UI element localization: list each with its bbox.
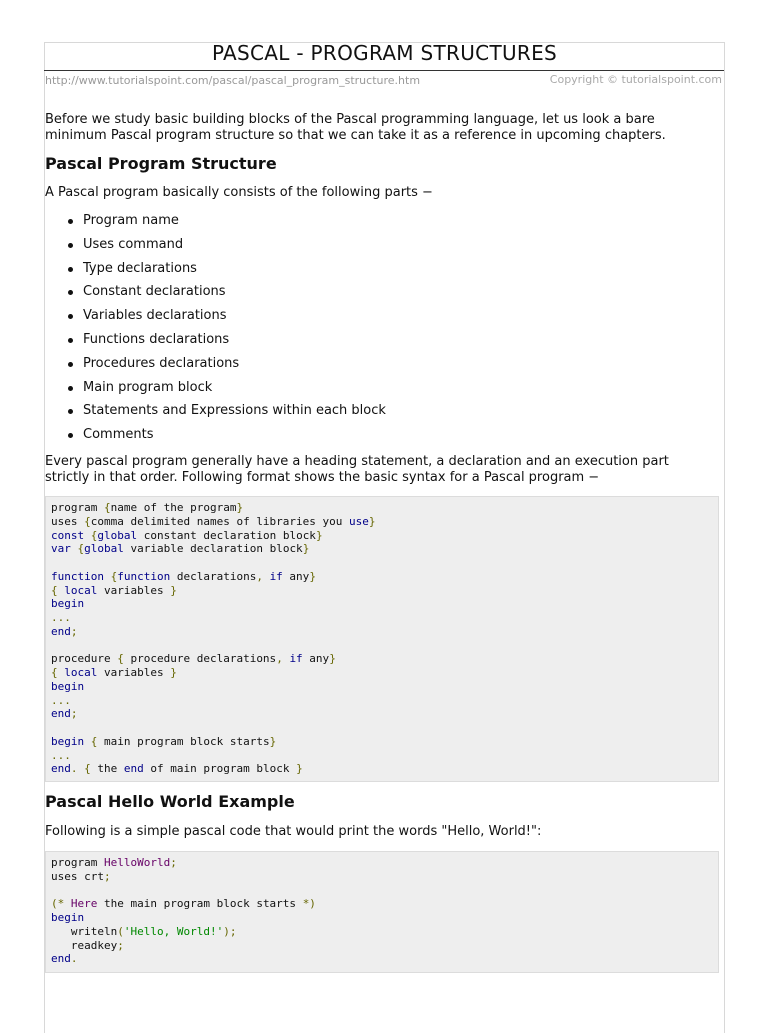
code-token: local	[64, 666, 98, 679]
code-token: end	[51, 762, 71, 776]
list-item-label: Main program block	[83, 379, 213, 395]
code-token: {	[117, 652, 131, 666]
code-token: }	[236, 501, 244, 514]
code-token: {	[90, 528, 98, 542]
code-token: *)	[302, 897, 316, 911]
list-item-label: Type declarations	[83, 260, 197, 276]
code-token: uses crt	[51, 869, 104, 883]
code-token: const	[51, 528, 91, 542]
code-token: if	[289, 652, 303, 666]
hello-world-lead: Following is a simple pascal code that would print the words "Hello, World!":	[45, 824, 542, 839]
code-block-hello-world[interactable]	[45, 851, 719, 973]
code-line	[51, 501, 713, 515]
bullet-icon	[68, 386, 73, 391]
code-token: {	[84, 762, 98, 776]
code-line	[51, 749, 713, 763]
syntax-paragraph: Every pascal program generally have a heading statement, a declaration and an execution part strictly in that order. Following format shows the basic syntax for a Pascal program −	[45, 454, 669, 485]
code-block-syntax[interactable]	[45, 496, 719, 782]
code-token: of main program block	[143, 762, 297, 776]
code-token: writeln	[51, 924, 118, 938]
code-line	[51, 680, 713, 694]
code-token: }	[329, 652, 336, 666]
code-line	[51, 570, 713, 584]
list-item-label: Program name	[83, 213, 179, 228]
code-line	[51, 652, 713, 666]
code-token: ;	[70, 624, 78, 638]
code-line	[51, 721, 713, 735]
code-token: function	[51, 569, 111, 583]
code-line	[51, 584, 713, 598]
code-token: use	[349, 514, 369, 528]
page-title: PASCAL - PROGRAM STRUCTURES	[211, 41, 558, 65]
bullet-icon	[68, 433, 73, 438]
code-line	[51, 762, 713, 776]
code-token: variables	[97, 666, 171, 679]
list-item	[45, 426, 386, 450]
list-item-label: Procedures declarations	[83, 355, 240, 371]
code-line	[51, 639, 713, 653]
source-url: http://www.tutorialspoint.com/pascal/pascal_program_structure.htm	[45, 74, 421, 87]
code-token: ...	[51, 611, 71, 624]
code-line	[51, 666, 713, 680]
code-token: }	[302, 542, 310, 556]
list-item	[45, 260, 386, 284]
list-item-label: Comments	[83, 427, 154, 443]
code-token: ...	[51, 693, 71, 707]
code-token: local	[64, 583, 98, 597]
list-item-label: Statements and Expressions within each block	[83, 403, 386, 419]
code-token: (	[117, 924, 124, 938]
code-token: global	[97, 528, 138, 542]
code-line	[51, 694, 713, 708]
code-line	[51, 515, 713, 529]
code-token: function	[117, 569, 171, 583]
code-token: }	[170, 583, 177, 597]
code-token: .	[70, 762, 78, 776]
code-token: procedure declarations	[130, 652, 277, 666]
list-item	[45, 283, 386, 307]
code-token: );	[223, 924, 237, 938]
bullet-icon	[68, 409, 73, 414]
code-token: }	[269, 734, 277, 748]
code-line	[51, 597, 713, 611]
code-line	[51, 925, 713, 939]
bullet-icon	[68, 267, 73, 272]
code-token: end	[51, 624, 71, 638]
code-token: begin	[51, 679, 85, 693]
code-line	[51, 611, 713, 625]
code-token: var	[51, 542, 78, 556]
code-token: begin	[51, 911, 85, 924]
code-token: ;	[170, 856, 177, 869]
list-item	[45, 379, 386, 403]
bullet-icon	[68, 314, 73, 319]
code-token: procedure	[51, 652, 118, 666]
code-token: {	[51, 583, 65, 597]
copyright-notice: Copyright © tutorialspoint.com	[549, 73, 722, 86]
bullet-icon	[68, 338, 73, 343]
code-token: declarations	[170, 569, 257, 583]
code-token: program	[51, 501, 104, 514]
list-item	[45, 212, 386, 236]
bullet-icon	[68, 243, 73, 248]
list-item-label: Uses command	[83, 236, 184, 252]
code-line	[51, 735, 713, 749]
code-line	[51, 911, 713, 925]
code-token: any	[282, 569, 310, 583]
code-token: begin	[51, 734, 91, 748]
code-line	[51, 870, 713, 884]
code-token: ;	[70, 707, 78, 721]
code-token: variables	[97, 583, 171, 597]
bullet-icon	[68, 290, 73, 295]
code-token: }	[368, 514, 376, 528]
code-token: Here	[70, 897, 98, 911]
code-token: name of the program	[110, 501, 237, 514]
parts-list	[45, 212, 386, 450]
code-token: the	[97, 762, 124, 776]
code-token: end	[123, 762, 144, 776]
list-item-label: Variables declarations	[83, 308, 227, 324]
code-token: any	[302, 652, 330, 666]
list-item	[45, 307, 386, 331]
code-line	[51, 897, 713, 911]
bullet-icon	[68, 219, 73, 224]
code-token: }	[315, 528, 323, 542]
bullet-icon	[68, 362, 73, 367]
code-line	[51, 939, 713, 953]
code-token: uses	[51, 514, 85, 528]
code-token: }	[296, 762, 303, 776]
code-line	[51, 542, 713, 556]
code-token: the main program block starts	[97, 897, 303, 911]
code-line	[51, 856, 713, 870]
code-token: (*	[51, 897, 71, 911]
code-token: variable declaration block	[123, 542, 303, 556]
code-token: ;	[117, 938, 124, 952]
code-token: {	[51, 666, 65, 679]
code-token: }	[170, 666, 177, 679]
code-token: HelloWorld	[103, 856, 171, 869]
code-token: {	[77, 542, 85, 556]
code-token: }	[309, 569, 316, 583]
code-token: ;	[103, 869, 111, 883]
code-token	[263, 570, 270, 583]
section-heading-hello-world: Pascal Hello World Example	[45, 792, 295, 811]
code-token: ,	[256, 569, 263, 583]
code-token: constant declaration block	[137, 528, 316, 542]
code-token: 'Hello, World!'	[123, 924, 224, 938]
code-token: {	[90, 734, 104, 748]
list-item	[45, 402, 386, 426]
code-token: {	[103, 501, 111, 514]
list-item-label: Constant declarations	[83, 284, 226, 300]
parts-lead: A Pascal program basically consists of the following parts −	[45, 185, 433, 200]
list-item	[45, 355, 386, 379]
code-token: end	[51, 952, 71, 966]
code-token: readkey	[51, 938, 118, 952]
code-token: ,	[276, 652, 283, 666]
list-item	[45, 331, 386, 355]
code-token: if	[269, 569, 283, 583]
code-line	[51, 625, 713, 639]
title-divider	[44, 70, 724, 71]
code-line	[51, 556, 713, 570]
code-line	[51, 707, 713, 721]
intro-paragraph: Before we study basic building blocks of the Pascal programming language, let us look a bare minimum Pascal program structure so that we can take it as a reference in upcoming chapters.	[45, 112, 666, 143]
code-line	[51, 952, 713, 966]
code-token: program	[51, 856, 104, 869]
code-token: global	[84, 542, 124, 556]
code-token: .	[70, 952, 78, 966]
section-heading-structure: Pascal Program Structure	[45, 154, 277, 173]
code-token: main program block starts	[104, 734, 270, 748]
code-line	[51, 529, 713, 543]
list-item-label: Functions declarations	[83, 331, 230, 347]
code-token: {	[84, 514, 91, 528]
code-token: end	[51, 707, 71, 721]
list-item	[45, 236, 386, 260]
code-token: {	[110, 569, 118, 583]
code-token: ...	[51, 748, 71, 762]
code-token: begin	[51, 597, 85, 611]
code-line	[51, 884, 713, 898]
code-token: comma delimited names of libraries you	[90, 514, 350, 528]
